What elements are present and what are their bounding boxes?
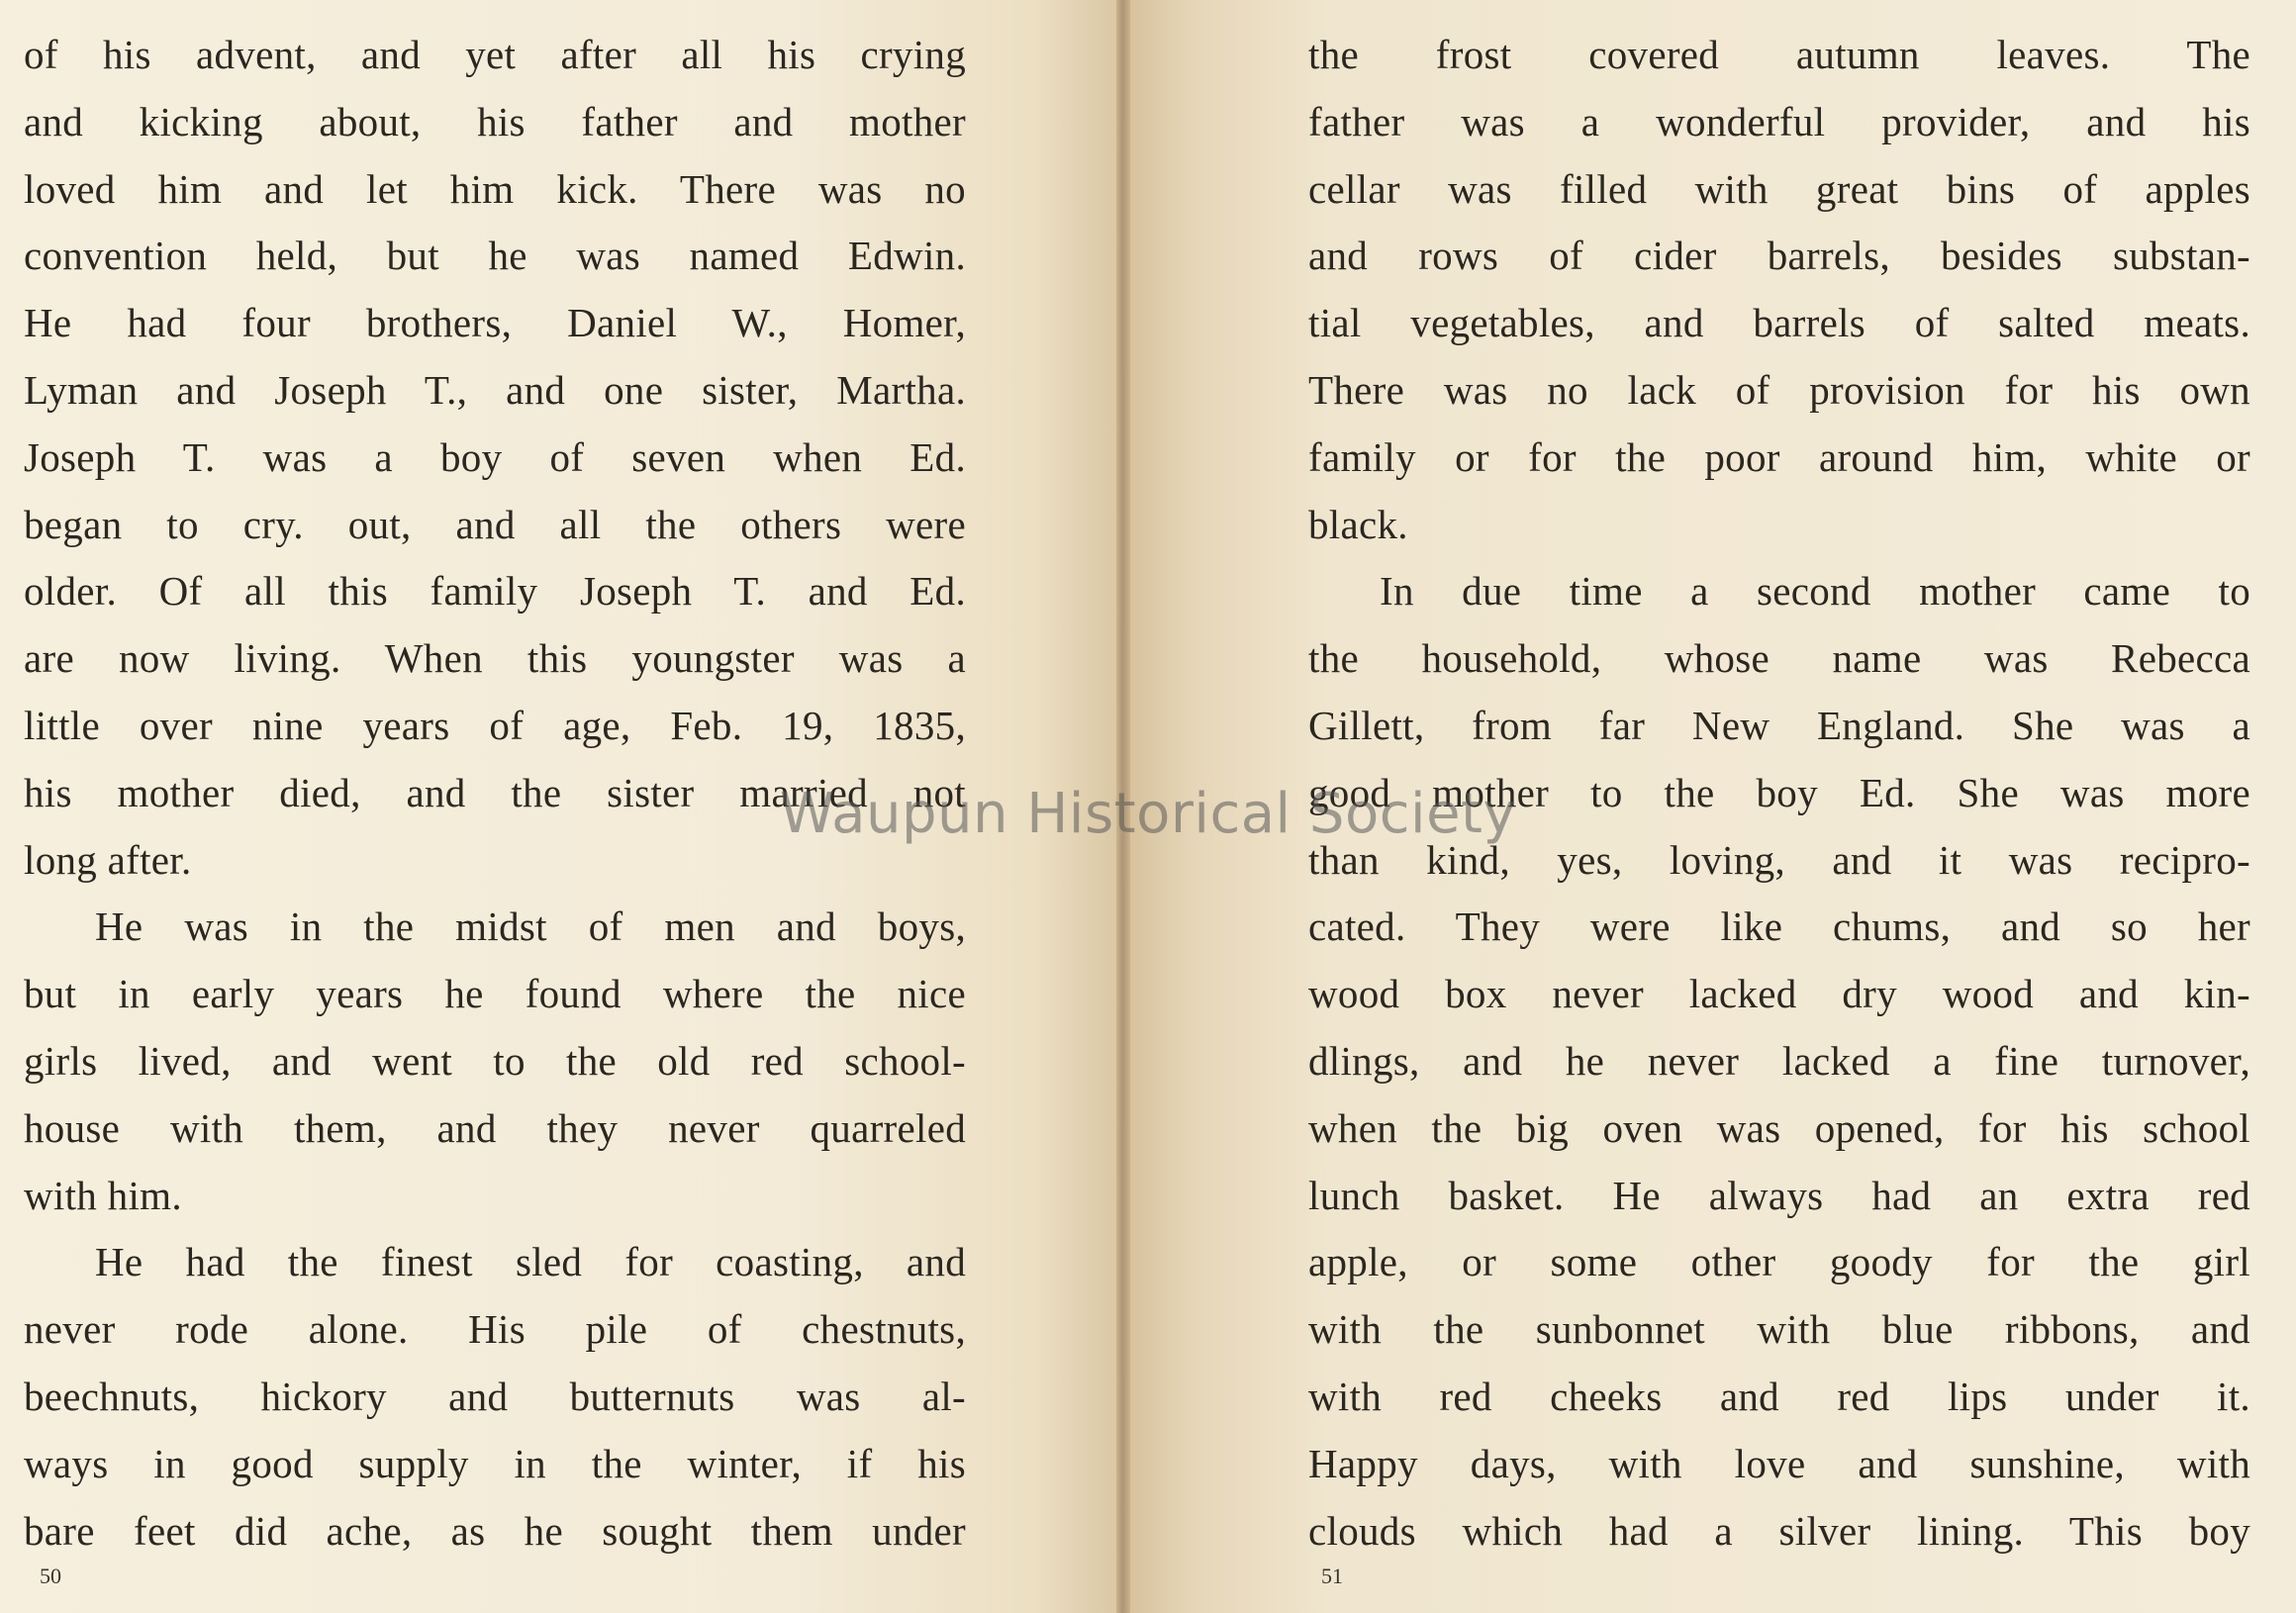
book-gutter: [1116, 0, 1130, 1613]
text-line: tial vegetables, and barrels of salted meats.: [1308, 300, 2250, 346]
text-line: Lyman and Joseph T., and one sister, Martha.: [24, 366, 966, 413]
text-line: dlings, and he never lacked a fine turnover,: [1308, 1037, 2250, 1084]
text-line: with red cheeks and red lips under it.: [1308, 1373, 2250, 1419]
text-line: the household, whose name was Rebecca: [1308, 635, 2250, 682]
text-line: good mother to the boy Ed. She was more: [1308, 769, 2250, 815]
left-page-text: [24, 22, 966, 1565]
text-line: Gillett, from far New England. She was a: [1308, 702, 2250, 748]
text-line: He had the finest sled for coasting, and: [95, 1239, 966, 1285]
text-line: are now living. When this youngster was a: [24, 635, 966, 682]
text-line: loved him and let him kick. There was no: [24, 165, 966, 212]
text-line: when the big oven was opened, for his school: [1308, 1104, 2250, 1151]
text-line: black.: [1308, 501, 1408, 547]
text-line: family or for the poor around him, white or: [1308, 433, 2250, 480]
text-line: little over nine years of age, Feb. 19, 1835,: [24, 702, 966, 748]
text-line: than kind, yes, loving, and it was recipro-: [1308, 836, 2250, 883]
text-line: Happy days, with love and sunshine, with: [1308, 1440, 2250, 1486]
text-line: his mother died, and the sister married not: [24, 769, 966, 815]
text-line: wood box never lacked dry wood and kin-: [1308, 971, 2250, 1017]
right-page-number: 51: [1321, 1564, 1343, 1588]
text-line: apple, or some other goody for the girl: [1308, 1239, 2250, 1285]
text-line: and kicking about, his father and mother: [24, 98, 966, 144]
left-page-number: 50: [40, 1564, 61, 1588]
text-line: In due time a second mother came to: [1380, 568, 2250, 615]
text-line: There was no lack of provision for his own: [1308, 366, 2250, 413]
text-line: He had four brothers, Daniel W., Homer,: [24, 300, 966, 346]
text-line: began to cry. out, and all the others were: [24, 501, 966, 547]
text-line: never rode alone. His pile of chestnuts,: [24, 1306, 966, 1353]
watermark: Waupun Historical Society: [779, 782, 1517, 846]
text-line: Joseph T. was a boy of seven when Ed.: [24, 433, 966, 480]
text-line: house with them, and they never quarreled: [24, 1104, 966, 1151]
text-line: father was a wonderful provider, and his: [1308, 98, 2250, 144]
text-line: beechnuts, hickory and butternuts was al-: [24, 1373, 966, 1419]
right-page: [1123, 0, 2296, 1613]
text-line: ways in good supply in the winter, if his: [24, 1440, 966, 1486]
text-line: of his advent, and yet after all his crying: [24, 32, 966, 77]
text-line: bare feet did ache, as he sought them under: [24, 1507, 966, 1554]
text-line: girls lived, and went to the old red school-: [24, 1037, 966, 1084]
text-line: lunch basket. He always had an extra red: [1308, 1172, 2250, 1218]
text-line: convention held, but he was named Edwin.: [24, 233, 966, 279]
right-page-text: [1308, 22, 2250, 1565]
text-line: and rows of cider barrels, besides substan-: [1308, 233, 2250, 279]
text-line: with him.: [24, 1172, 182, 1218]
text-line: He was in the midst of men and boys,: [95, 903, 966, 950]
text-line: the frost covered autumn leaves. The: [1308, 32, 2250, 77]
text-line: with the sunbonnet with blue ribbons, and: [1308, 1306, 2250, 1353]
text-line: cellar was filled with great bins of apples: [1308, 165, 2250, 212]
text-line: but in early years he found where the nice: [24, 971, 966, 1017]
text-line: long after.: [24, 836, 192, 883]
text-line: older. Of all this family Joseph T. and Ed.: [24, 568, 966, 615]
left-page: [0, 0, 1123, 1613]
text-line: cated. They were like chums, and so her: [1308, 903, 2250, 950]
text-line: clouds which had a silver lining. This boy: [1308, 1507, 2250, 1554]
